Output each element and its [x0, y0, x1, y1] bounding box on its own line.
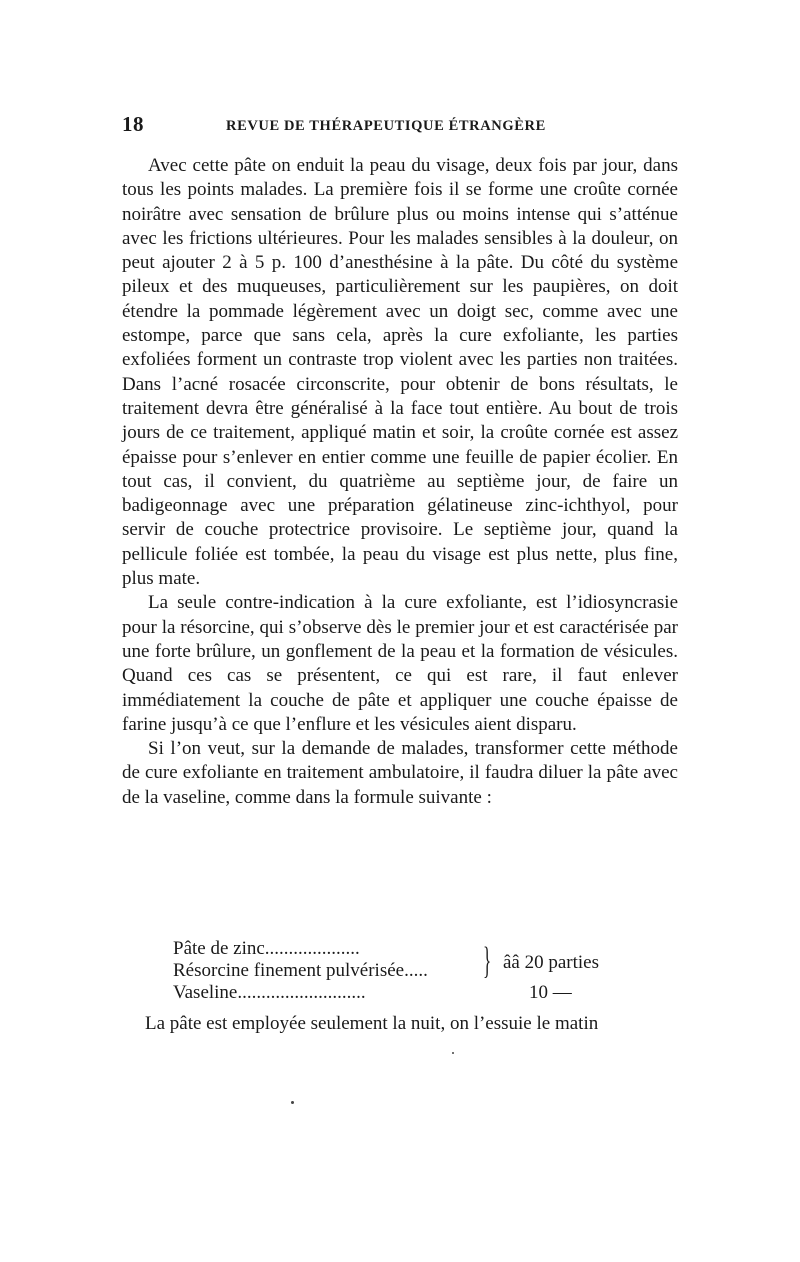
print-speck [452, 1052, 454, 1054]
ingredient-name: Pâte de zinc [173, 938, 265, 959]
grouping-brace: } [483, 940, 492, 982]
ingredient-name: Vaseline [173, 982, 238, 1003]
vaseline-quantity: 10 — [529, 982, 572, 1003]
body-text [122, 154, 678, 810]
recipe-formula [173, 938, 643, 1004]
leader-dots: ..... [404, 960, 428, 981]
ingredient-name: Résorcine finement pulvérisée [173, 960, 405, 981]
paragraph: Avec cette pâte on enduit la peau du visage, deux fois par jour, dans tous les points malades. La première fois il se forme une croûte cornée noirâtre avec sensation de brûlure plus ou moins intense qui s’atténue avec les frictions ultérieures. Pour les malades sensibles à la douleur, on peut ajouter 2 à 5 p. 100 d’anesthésine à la pâte. Du côté du système pileux et des muqueuses, particulièrement sur les paupières, on doit étendre la pommade légèrement avec un doigt sec, comme avec une estompe, parce que sans cela, après la cure exfoliante, les parties exfoliées forment un contraste trop violent avec les parties non traitées. Dans l’acné rosacée circonscrite, pour obtenir de bons résultats, le traitement devra être généralisé à la face tout entière. Au bout de trois jours de ce traitement, appliqué matin et soir, la croûte cornée est assez épaisse pour s’enlever en entier comme une feuille de papier écolier. En tout cas, il convient, du quatrième au septième jour, de faire un badigeonnage avec une préparation gélatineuse zinc-ichthyol, pour servir de couche protectrice provisoire. Le septième jour, quand la pellicule foliée est tombée, la peau du visage est plus nette, plus fine, plus mate. [122, 155, 678, 590]
continuation-line: La pâte est employée seulement la nuit, on l’essuie le matin [145, 1013, 599, 1034]
paragraph: Si l’on veut, sur la demande de malades, transformer cette méthode de cure exfoliante en traitement ambulatoire, il faudra diluer la pâte avec de la vaseline, comme dans la formule suivante : [122, 738, 678, 808]
page-number: 18 [122, 112, 144, 136]
print-speck [291, 1101, 294, 1104]
running-title: REVUE DE THÉRAPEUTIQUE ÉTRANGÈRE [226, 118, 546, 134]
leader-dots: ........................... [237, 982, 366, 1003]
page-header [122, 112, 678, 142]
shared-quantity: ââ 20 parties [503, 952, 600, 973]
recipe-row [173, 982, 643, 1004]
paragraph: La seule contre-indication à la cure exfoliante, est l’idiosyncrasie pour la résorcine, qui s’observe dès le premier jour et est caractérisée par une forte brûlure, un gonflement de la peau et la formation de vésicules. Quand ces cas se présentent, ce qui est rare, il faut enlever immédiatement la couche de pâte et appliquer une couche épaisse de farine jusqu’à ce que l’enflure et les vésicules aient disparu. [122, 592, 678, 735]
leader-dots: .................... [264, 938, 360, 959]
